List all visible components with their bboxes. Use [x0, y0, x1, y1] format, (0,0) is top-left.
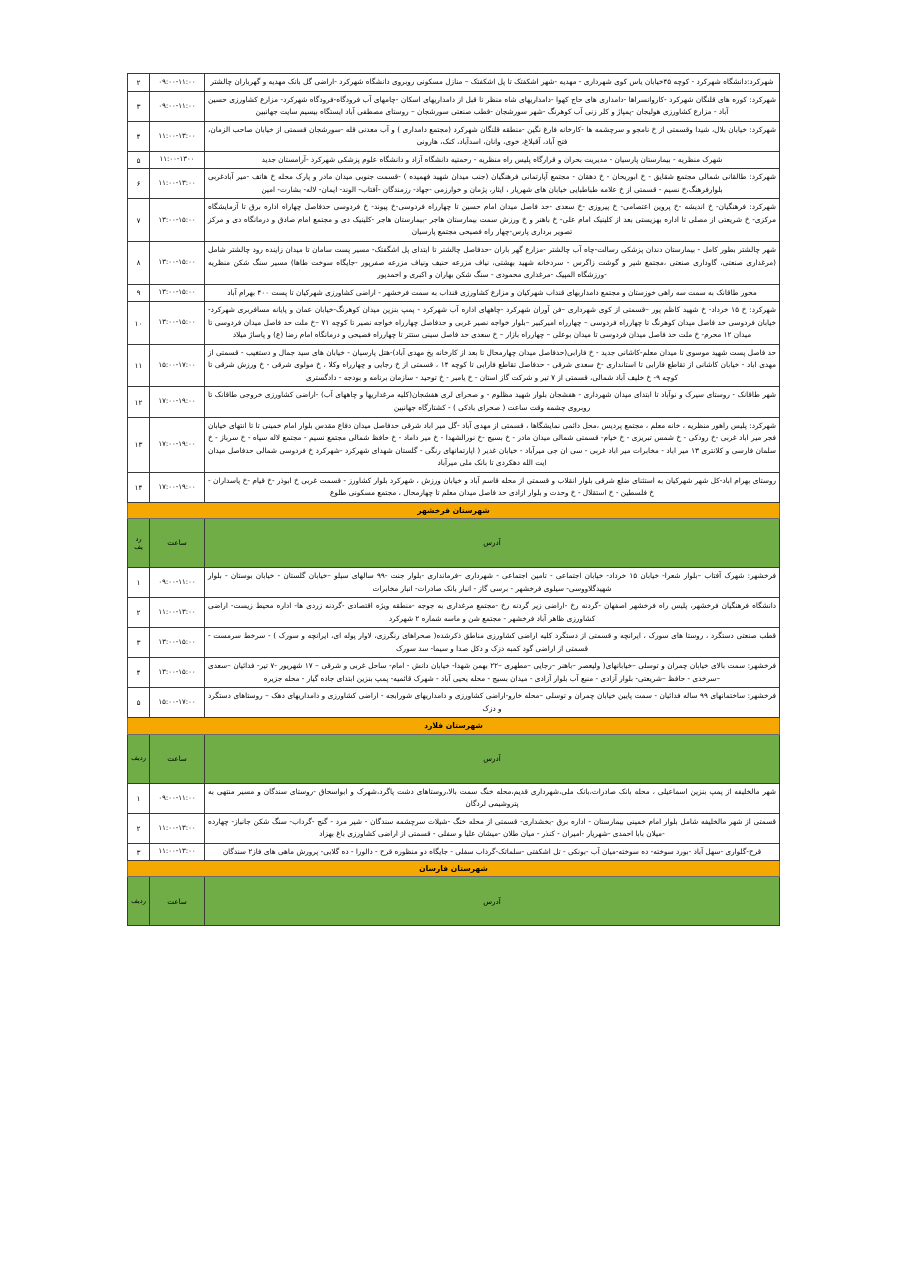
outage-address-cell: قرح-گلواری -سهل آباد -بورد سوخته- ده سوخته-میان آب -بونکی - تل اشکفتی -سلماتک-گرداب سفلی - جایگاه دو منظوره قرح - دالورا - ده گلابی- پرورش ماهی های فاز۲ سندگان: [205, 843, 780, 861]
outage-address-cell: شهرکرد:دانشگاه شهرکرد - کوچه ۴۵خیابان یاس کوی شهرداری - مهدیه -شهر اشکفتک تا پل اشکفتک – منازل مسکونی روبروی دانشگاه شهرکرد -اراضی گل بانک مهدیه و گهرباران چالشتر: [205, 74, 780, 92]
table-row: [128, 813, 780, 843]
outage-address-cell: قسمتی از شهر مالخلیفه شامل بلوار امام خمینی بیمارستان - اداره برق -بخشداری- قسمتی از محله خنگ -شیلات سرچشمه سندگان - شیر مرد - گنج -گرداب- سنگ شکن جانباز- چهارده -میلان بابا احمدی -شهریار -امیران - کنذر - میان طلان -میشان علیا و سفلی - قسمتی از اراضی کشاورزی باغ بهزاد: [205, 813, 780, 843]
table-row: [128, 658, 780, 688]
table-row: [128, 688, 780, 718]
outage-time-cell: ۱۱:۰۰-۱۳:۰۰: [150, 813, 205, 843]
table-row: [128, 783, 780, 813]
outage-address-cell: شهرکرد: خ ۱۵ خرداد- خ شهید کاظم پور –قسمتی از کوی شهرداری –فن آوران شهرکرد -چاههای اداره آب شهرکرد - پمپ بنزین میدان کوهرنگ-خیابان عمان و پایانه مسافربری شهرکرد- خیابان فردوسی حد فاصل میدان کوهرنگ تا چهارراه فردوسی – چهارراه امیرکبیر –بلوار خواجه نصیر غربی و حدفاصل چهارراه خواجه نصیر تا کوچه ۷۱ –خ ملت حد فاصل میدان فردوسی تا میدان ۱۲ محرم- خ ملت حد فاصل میدان فردوسی تا میدان بوعلی – چهارراه بازار – خ سعدی حد فاصل سینی ستتر تا چهارراه فصیحی و درمانگاه امام رضا (ع) و پاساژ میلاد: [205, 302, 780, 345]
outage-time-cell: ۱۷:۰۰-۱۹:۰۰: [150, 417, 205, 472]
outage-address-cell: شهرکرد: پلیس راهور منظریه ، خانه معلم ، مجتمع پردیس ،محل دائمی نمایشگاها ، قسمتی از مهدی آباد -گل میر اباد شرقی حدفاصل میدان دفاع مقدس بلوار امام خمینی تا تا انتهای خیابان فجر میر اباد غربی -خ رودکی - خ شمس تبریزی - خ خیام- قسمتی شمالی میدان مادر - خ بسیج -خ نورالشهدا - خ میر داماد - خ حافظ شمالی مجتمع نسیم - مجتمع لاله سپاه - خ سرباز - خ سلمان فارسی و کلانتری ۱۳ میر اباد - مخابرات میر اباد غربی - سی ان جی میرآباد - خیابان غدیر ( اپارتمانهای رنگی - گلستان شهدای شهرکرد -شهرکرد خ فردوسی شمالی حدفاصل میدان ایت الله دهکردی تا بانک ملی میرآباد: [205, 417, 780, 472]
outage-row-number-cell: ۷: [128, 199, 150, 242]
county-banner-label: شهرستان فرخشهر: [128, 502, 780, 518]
outage-time-cell: ۱۳:۰۰-۱۵:۰۰: [150, 199, 205, 242]
outage-row-number-cell: ۴: [128, 658, 150, 688]
outage-time-cell: ۱۱:۰۰-۱۳:۰۰: [150, 121, 205, 151]
outage-row-number-cell: ۵: [128, 688, 150, 718]
column-header-row: [128, 518, 780, 567]
table-row: [128, 169, 780, 199]
column-header-address: آدرس: [205, 518, 780, 567]
outage-address-cell: فرخشهر: ساختمانهای ۹۹ ساله فدائیان - سمت پایین خیابان چمران و توسلی –محله خارو-اراضی کشاورزی و دامداریهای شورابجه - اراضی کشاورزی و دامداریهای دهک – روستاهای دستگرد و دزک: [205, 688, 780, 718]
outage-time-cell: ۰۹:۰۰-۱۱:۰۰: [150, 74, 205, 92]
outage-address-cell: شهر چالشتر بطور کامل - بیمارستان دندان پزشکی رسالت-چاه آب چالشتر -مزارع گهر باران -حدفاصل چالشتر تا ابتدای پل اشگفتک- مسیر پست سامان تا میدان زاینده رود چالشتر شامل (مرغداری صنعتی، گاوداری صنعتی ،مجتمع شیر و گوشت زاگرس - سردخانه شهید بهشتی، نیاف مزرعه حنیف ونیاف مزرعه صفرپور -جایگاه سوخت طاها) مسیر سنگ شکن منظریه -ورزشگاه المپیک -مرغداری محمودی - سنگ شکن بهاران و اکبری و احمدپور: [205, 242, 780, 285]
outage-row-number-cell: ۱: [128, 783, 150, 813]
outage-address-cell: شهرک منظریه - بیمارستان پارسیان - مدیریت بحران و قرارگاه پلیس راه منظریه - رحمتیه دانشگاه آزاد و دانشگاه علوم پزشکی شهرکرد -آرامستان جدید: [205, 151, 780, 169]
outage-address-cell: قطب صنعتی دستگرد ، روستا های سورک ، ایرانچه و قسمتی از دستگرد کلیه اراضی کشاورزی مناطق ذکرشده( صحراهای رنگرزی، لاوار پوله ای، ایرانچه و سورک ) - سرخط سرمست - قسمتی از اراضی گود کمبه دزک و دکل صدا و سیما- سد سورک: [205, 628, 780, 658]
outage-time-cell: ۱۱:۰۰-۱۳۰۰: [150, 151, 205, 169]
table-row: [128, 344, 780, 387]
outage-row-number-cell: ۲: [128, 598, 150, 628]
outage-address-cell: حد فاصل پست شهید موسوی تا میدان معلم-کاشانی جدید - خ فارابی(حدفاصل میدان چهارمحال تا بعد از کارخانه یخ مهدی آباد)-هتل پارسیان - خیابان های سید جمال و دستغیب - قسمتی از مهدی اباد - خیابان کاشانی از تقاطع فارابی تا استانداری -خ سعدی شرقی - حدفاصل تقاطع فارابی تا کوچه ۱۴ ، قسمتی از خ رجایی و چهارراه وکلا ، خ مولوی شرقی - خ ورزش شرقی تا کوچه ۹- خ خلیف آباد شمالی، قسمتی از ۷ تیر و شرکت گاز استان - خ یامبر - خ توحید - سازمان برنامه و بودجه - دادگستری: [205, 344, 780, 387]
outage-time-cell: ۰۹:۰۰-۱۱:۰۰: [150, 567, 205, 597]
outage-time-cell: ۱۳:۰۰-۱۵:۰۰: [150, 302, 205, 345]
outage-address-cell: شهرکرد: خیابان بلال، شیدا وقسمتی از خ نامجو و سرچشمه ها -کارخانه فارغ نگین -منطقه قلنگان شهرکرد (مجتمع دامداری ) و آب معدنی قله -سورشجان قسمتی از خیابان صاحب الزمان، فتح آباد، آقبلاغ، خوی، وانان، اسدآباد، کنک، هارونی: [205, 121, 780, 151]
outage-address-cell: فرخشهر: شهرک آفتاب –بلوار شعرا- خیابان ۱۵ خرداد- خیابان اجتماعی - تامین اجتماعی - شهرداری –فرمانداری -بلوار جنت -۹۹ سالهای سیلو –خیابان گلستان - خیابان بوستان - بلوار شهیدگلاووسی- سیلوی فرخشهر - برسی گاز - انبار بانک صادرات- انبار مخابرات: [205, 567, 780, 597]
outage-time-cell: ۱۱:۰۰-۱۳:۰۰: [150, 598, 205, 628]
outage-time-cell: ۰۹:۰۰-۱۱:۰۰: [150, 783, 205, 813]
column-header-address: آدرس: [205, 877, 780, 926]
table-row: [128, 598, 780, 628]
table-row: [128, 472, 780, 502]
outage-schedule-sheet: [128, 73, 780, 926]
county-banner-label: شهرستان فارسان: [128, 861, 780, 877]
outage-row-number-cell: ۱۳: [128, 417, 150, 472]
county-banner-row: [128, 502, 780, 518]
outage-row-number-cell: ۳: [128, 628, 150, 658]
outage-row-number-cell: ۲: [128, 813, 150, 843]
outage-row-number-cell: ۴: [128, 121, 150, 151]
outage-row-number-cell: ۱۱: [128, 344, 150, 387]
outage-row-number-cell: ۱: [128, 567, 150, 597]
table-row: [128, 843, 780, 861]
table-row: [128, 121, 780, 151]
outage-time-cell: ۱۷:۰۰-۱۹:۰۰: [150, 472, 205, 502]
county-banner-row: [128, 718, 780, 734]
table-row: [128, 284, 780, 302]
table-row: [128, 91, 780, 121]
table-row: [128, 242, 780, 285]
column-header-row-number: [128, 518, 150, 567]
outage-address-cell: فرخشهر: سمت بالای خیابان چمران و توسلی –خیابانهای( ولیعصر –باهنر –رجایی –مطهری –۲۲ بهمن شهدا- خیابان دانش - امام- ساحل غربی و شرقی – ۱۷ شهریور -۷ تیر- فدائیان –سعدی –سرخدی - حافظ –شریعتی- بلوار آزادی - منبع آب بلوار آزادی - میدان بسیج - محله یحیی آباد - شهرک قائمیه- پمپ بنزین ابتدای جاده گیار - محله جزیره: [205, 658, 780, 688]
outage-schedule-table: [127, 73, 780, 926]
column-header-time: ساعت: [150, 518, 205, 567]
table-row: [128, 417, 780, 472]
outage-time-cell: ۱۱:۰۰-۱۳:۰۰: [150, 169, 205, 199]
outage-row-number-cell: ۶: [128, 169, 150, 199]
outage-address-cell: شهر طاقانک - روستای سیرک و نوآباد تا ابتدای میدان شهرداری - هفشجان بلوار شهید مظلوم - و صحرای لری هفشجان(کلیه مرغداریها و چاههای آب) -اراضی کشاورزی خروجی طاقانک تا روبروی چشمه وقت ساعت ( صحرای بادکی ) - کشتارگاه جهانبین: [205, 387, 780, 417]
outage-time-cell: ۱۵:۰۰-۱۷:۰۰: [150, 344, 205, 387]
outage-row-number-cell: ۸: [128, 242, 150, 285]
outage-time-cell: ۰۹:۰۰-۱۱:۰۰: [150, 91, 205, 121]
outage-row-number-cell: ۲: [128, 74, 150, 92]
table-row: [128, 199, 780, 242]
row-number-header-line2: یف: [134, 542, 143, 551]
outage-row-number-cell: ۱۴: [128, 472, 150, 502]
table-row: [128, 74, 780, 92]
column-header-row-number: ردیف: [128, 734, 150, 783]
outage-address-cell: دانشگاه فرهنگیان فرخشهر، پلیس راه فرخشهر اصفهان -گردنه رخ -اراضی زیر گردنه رخ -مجتمع مرغداری به جوجه -منطقه ویژه اقتصادی -گردنه زردی ها- اداره محیط زیست- اراضی کشاورزی ظاهر آباد فرخشهر - مجتمع شن و ماسه شماره ۲ شهرکرد: [205, 598, 780, 628]
column-header-address: آدرس: [205, 734, 780, 783]
outage-time-cell: ۱۳:۰۰-۱۵:۰۰: [150, 658, 205, 688]
column-header-row: [128, 734, 780, 783]
table-body: [128, 74, 780, 926]
table-row: [128, 628, 780, 658]
outage-row-number-cell: ۵: [128, 151, 150, 169]
outage-time-cell: ۱۱:۰۰-۱۳:۰۰: [150, 843, 205, 861]
county-banner-row: [128, 861, 780, 877]
table-row: [128, 151, 780, 169]
outage-address-cell: شهرکرد: کوره های قلنگان شهرکرد -کاروانسراها -دامداری های حاج کهوا -دامداریهای شاه منظر تا قبل از دامداریهای اسکان -چامهای آب فرودگاه-فرودگاه شهرکرد- مزارع کشاورزی حسین آباد - مزارع کشاورزی هولیجان -پمپاژ و کلر زنی آب کوهرنگ -شهر سورشجان -قطب صنعتی سورشجان – روستای مصطفی آباد ایستگاه بیسیم سایت جهانبین: [205, 91, 780, 121]
outage-row-number-cell: ۱۲: [128, 387, 150, 417]
column-header-row: [128, 877, 780, 926]
outage-row-number-cell: ۹: [128, 284, 150, 302]
outage-time-cell: ۱۷:۰۰-۱۹:۰۰: [150, 387, 205, 417]
outage-row-number-cell: ۳: [128, 843, 150, 861]
outage-row-number-cell: ۱۰: [128, 302, 150, 345]
outage-time-cell: ۱۳:۰۰-۱۵:۰۰: [150, 628, 205, 658]
table-row: [128, 302, 780, 345]
outage-address-cell: روستای بهرام اباد-کل شهر شهرکیان به استثنای ضلع شرقی بلوار انقلاب و قسمتی از محله قاسم آباد و خیابان ورزش ، شهرکرد بلوار کشاورز - قسمت غربی خ ابوذر -خ قیام -خ پاسداران - خ فلسطین - خ استقلال - خ وحدت و بلوار ازادی حد فاصل میدان معلم تا چهارمحال ، مجتمع مسکونی طلوع: [205, 472, 780, 502]
outage-address-cell: شهرکرد: طالقانی شمالی مجتمع شقایق - خ ابوریحان - خ دهقان - مجتمع آپارتمانی فرهنگیان (جنب میدان شهید فهمیده ) -قسمت جنوبی میدان مادر و پارک محله خ هاتف -میر آبادغربی بلوارفرهنگ،خ نسیم - قسمتی از خ علامه طباطبایی خیابان های شهریار ، ایثار، پژمان و خوارزمی -جهاد- رزمندگان -آفتاب- الوند- ایمان- لاله- بشارت- امین: [205, 169, 780, 199]
outage-address-cell: محور طاقانک به سمت سه راهی خوزستان و مجتمع دامداربهای قنداب شهرکیان و مزارع کشاورزی قنداب به سمت فرخشهر - اراضی کشاورزی شهرکیان تا پست ۴۰۰ بهرام آباد: [205, 284, 780, 302]
column-header-time: ساعت: [150, 734, 205, 783]
county-banner-label: شهرستان فلارد: [128, 718, 780, 734]
table-row: [128, 567, 780, 597]
outage-time-cell: ۱۳:۰۰-۱۵:۰۰: [150, 242, 205, 285]
outage-row-number-cell: ۳: [128, 91, 150, 121]
outage-time-cell: ۱۳:۰۰-۱۵:۰۰: [150, 284, 205, 302]
column-header-time: ساعت: [150, 877, 205, 926]
outage-address-cell: شهر مالخلیفه از پمپ بنزین اسماعیلی ، محله بانک صادرات،بانک ملی،شهرداری قدیم،محله خنگ سمت بالا،روستاهای دشت پاگرد،شهرک و ابواسحاق -روستای سندگان و مسیر منتهی به پتروشیمی لردگان: [205, 783, 780, 813]
table-row: [128, 387, 780, 417]
outage-address-cell: شهرکرد: فرهنگیان- خ اندیشه -خ پروین اعتصامی- خ پیروزی -خ سعدی -حد فاصل میدان امام حسین تا چهارراه فردوسی-خ پیوند- خ فردوسی حدفاصل چهاراه اداره برق تا آزمایشگاه مرکزی- خ شریعتی از مصلی تا اداره بهزیستی بعد از کلینیک امام علی- خ باهنر و خ ورزش سمت بیمارستان هاجر -بیمارستان هاجر -کلینیک دی و مجتمع امام صادق و درمانگاه دی و مرکز تصویر برداری پارس-چهار راه فصیحی مجتمع پارسیان: [205, 199, 780, 242]
row-number-header-line1: رد: [135, 534, 142, 543]
outage-time-cell: ۱۵:۰۰-۱۷:۰۰: [150, 688, 205, 718]
column-header-row-number: ردیف: [128, 877, 150, 926]
